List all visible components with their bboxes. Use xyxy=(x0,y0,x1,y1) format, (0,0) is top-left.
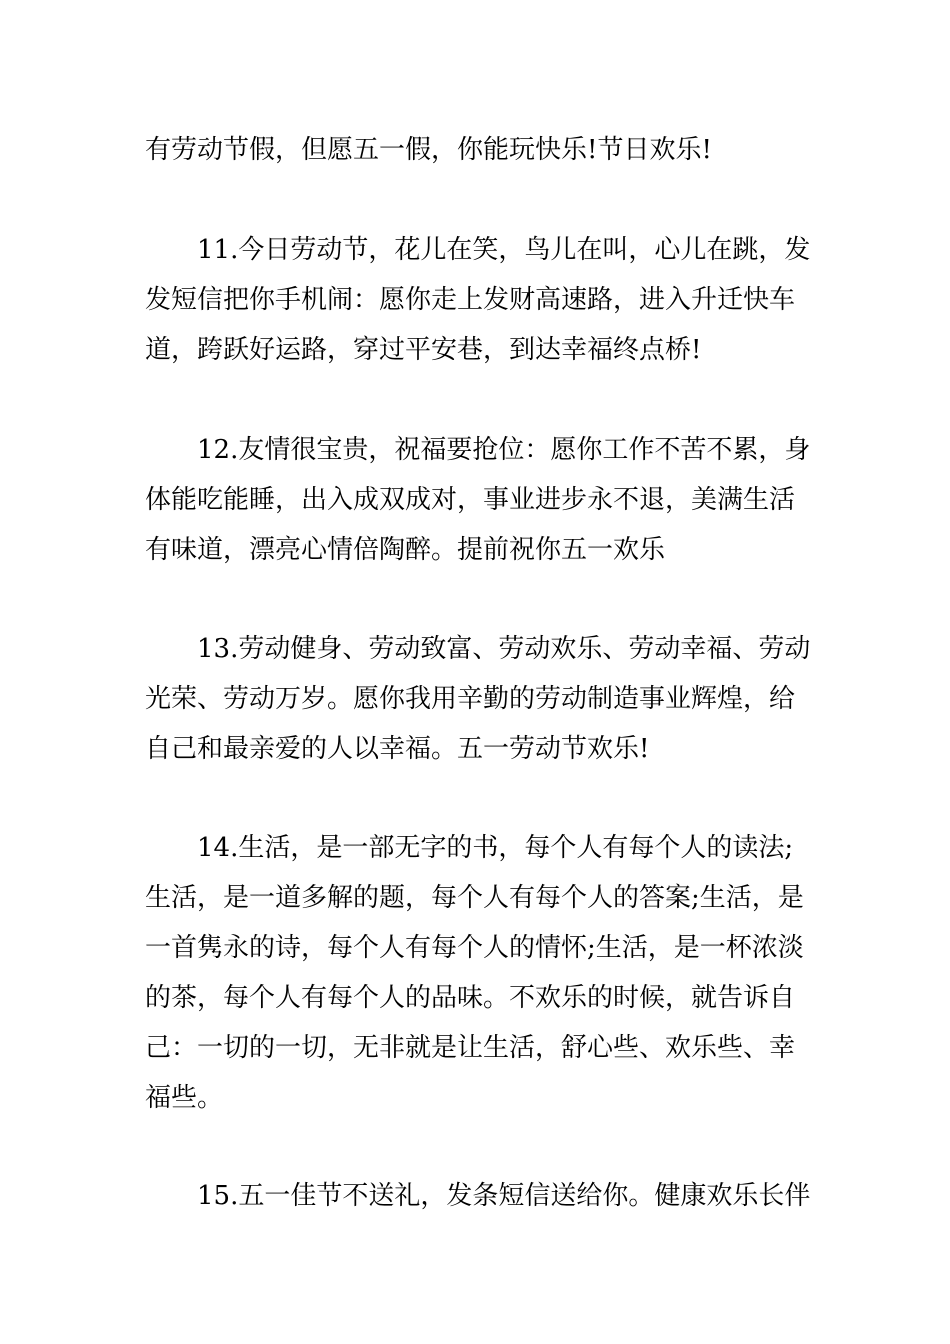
paragraph-line: 发短信把你手机闹：愿你走上发财高速路，进入升迁快车 xyxy=(145,285,796,315)
paragraph-line: 生活，是一道多解的题，每个人有每个人的答案;生活，是 xyxy=(145,883,804,913)
paragraph-line: 己：一切的一切，无非就是让生活，舒心些、欢乐些、幸 xyxy=(145,1033,796,1063)
paragraph-line: 一首隽永的诗，每个人有每个人的情怀;生活，是一杯浓淡 xyxy=(145,933,804,963)
paragraph-line: 13.劳动健身、劳动致富、劳动欢乐、劳动幸福、劳动 xyxy=(197,634,811,664)
paragraph-line: 光荣、劳动万岁。愿你我用辛勤的劳动制造事业辉煌，给 xyxy=(145,684,796,714)
paragraph-line: 11.今日劳动节，花儿在笑，鸟儿在叫，心儿在跳，发 xyxy=(197,235,811,265)
paragraph-line: 体能吃能睡，出入成双成对，事业进步永不退，美满生活 xyxy=(145,485,796,515)
paragraph-line: 有味道，漂亮心情倍陶醉。提前祝你五一欢乐 xyxy=(145,535,666,565)
paragraph-line: 自己和最亲爱的人以幸福。五一劳动节欢乐! xyxy=(145,734,650,764)
paragraph-line: 14.生活，是一部无字的书，每个人有每个人的读法; xyxy=(197,833,794,863)
paragraph-line: 15.五一佳节不送礼，发条短信送给你。健康欢乐长伴 xyxy=(197,1181,811,1211)
paragraph-line: 12.友情很宝贵，祝福要抢位：愿你工作不苦不累，身 xyxy=(197,435,811,465)
paragraph-line: 道，跨跃好运路，穿过平安巷，到达幸福终点桥! xyxy=(145,335,702,365)
paragraph-line: 福些。 xyxy=(145,1083,224,1113)
paragraph-line: 的茶，每个人有每个人的品味。不欢乐的时候，就告诉自 xyxy=(145,983,796,1013)
paragraph-line: 有劳动节假，但愿五一假，你能玩快乐!节日欢乐! xyxy=(145,135,712,165)
